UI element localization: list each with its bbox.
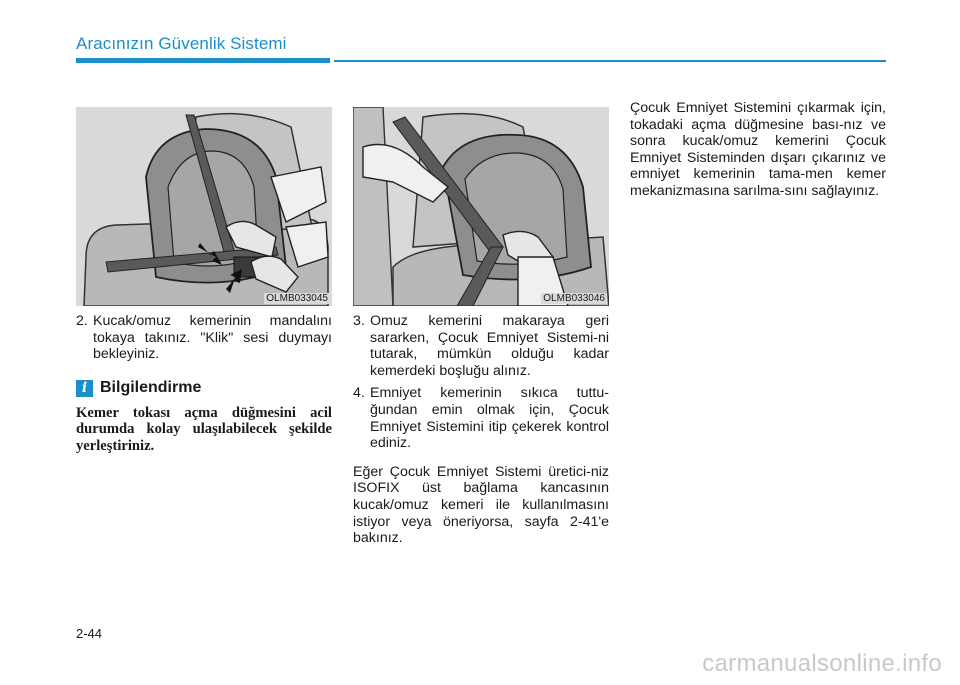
step-number: 4. [353, 385, 365, 402]
header-rule-thick [76, 58, 330, 63]
figure-code: OLMB033045 [266, 293, 328, 304]
step-text: Emniyet kemerinin sıkıca tuttu-ğundan emin olmak için, Çocuk Emniyet Sistemini itip çekerek kontrol ediniz. [370, 385, 609, 452]
step-2 [76, 313, 332, 363]
child-seat-belt-retract-illustration [353, 107, 609, 306]
figure-code: OLMB033046 [543, 293, 605, 304]
step-text: Kucak/omuz kemerinin mandalını tokaya takınız. "Klik" sesi duymayı bekleyiniz. [93, 313, 332, 363]
info-body: Kemer tokası açma düğmesini acil durumda kolay ulaşılabilecek şekilde yerleştiriniz. [76, 404, 332, 454]
column-1 [76, 313, 332, 455]
figure-buckle-fastening [76, 107, 332, 306]
watermark: carmanualsonline.info [702, 650, 942, 677]
removal-paragraph: Çocuk Emniyet Sistemini çıkarmak için, tokadaki açma düğmesine bası-nız ve sonra kucak/omuz kemerini Çocuk Emniyet Sisteminden dışarı çıkarınız ve emniyet kemerinin tama-men kemer mekanizmasına sarılma-sını sağlayınız. [630, 100, 886, 199]
step-3 [353, 313, 609, 379]
page-number: 2-44 [76, 626, 103, 641]
info-heading [76, 380, 332, 397]
isofix-paragraph: Eğer Çocuk Emniyet Sistemi üretici-niz ISOFIX üst bağlama kancasının kucak/omuz kemeri ile kullanılmasını istiyor veya öneriyorsa, sayfa 2-41'e bakınız. [353, 463, 609, 547]
info-icon: i [76, 380, 93, 397]
info-title: Bilgilendirme [100, 378, 202, 396]
section-title: Aracınızın Güvenlik Sistemi [76, 34, 287, 53]
figure-belt-retract [353, 107, 609, 306]
step-number: 3. [353, 313, 365, 329]
step-4 [353, 385, 609, 451]
step-text: Omuz kemerini makaraya geri sararken, Çocuk Emniyet Sistemi-ni tutarak, mümkün olduğu kadar kemerdeki boşluğu alınız. [370, 313, 609, 379]
column-2 [353, 313, 609, 547]
header-rule-thin [334, 60, 886, 62]
child-seat-buckle-illustration [76, 107, 332, 306]
step-number: 2. [76, 313, 88, 329]
column-3 [630, 100, 886, 200]
